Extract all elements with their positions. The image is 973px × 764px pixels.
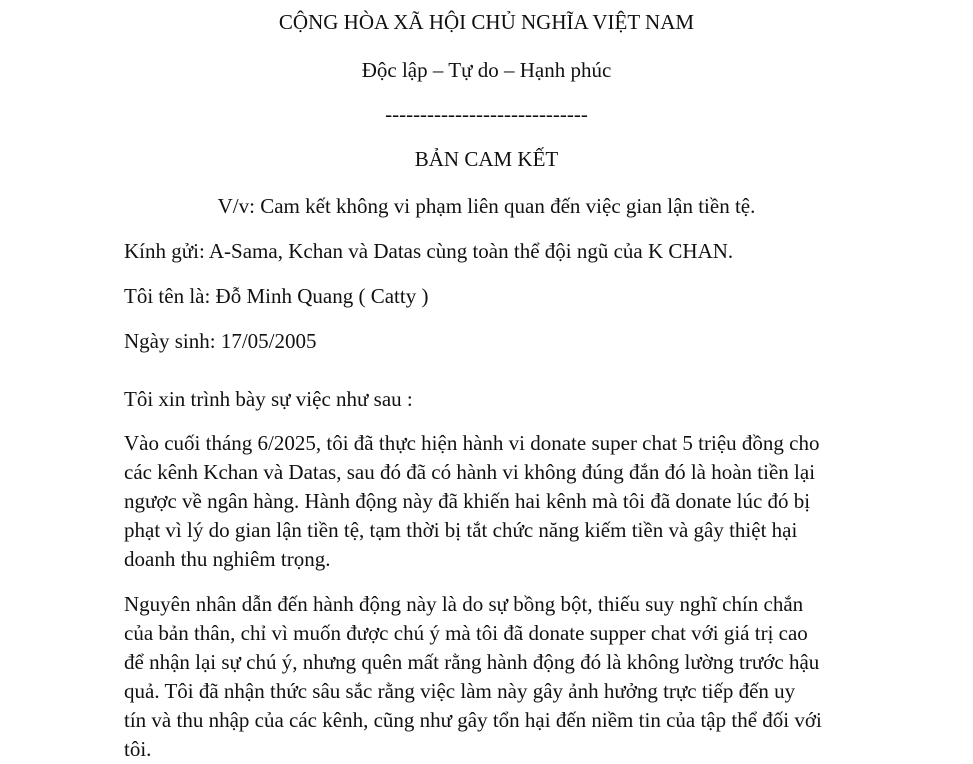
paragraph-incident bbox=[124, 429, 854, 574]
paragraph-line: các kênh Kchan và Datas, sau đó đã có hành vi không đúng đắn đó là hoàn tiền lại bbox=[124, 460, 816, 484]
paragraph-cause bbox=[124, 590, 854, 764]
header-separator: ----------------------------- bbox=[385, 102, 588, 126]
paragraph-line: để nhận lại sự chú ý, nhưng quên mất rằng hành động đó là không lường trước hậu bbox=[124, 650, 820, 674]
document-subject: V/v: Cam kết không vi phạm liên quan đến việc gian lận tiền tệ. bbox=[217, 194, 756, 218]
paragraph-line: tôi. bbox=[124, 737, 152, 761]
birth-date-line: Ngày sinh: 17/05/2005 bbox=[124, 329, 317, 353]
paragraph-line: Nguyên nhân dẫn đến hành động này là do sự bồng bột, thiếu suy nghĩ chín chắn bbox=[124, 592, 804, 616]
paragraph-line: doanh thu nghiêm trọng. bbox=[124, 547, 331, 571]
country-heading: CỘNG HÒA XÃ HỘI CHỦ NGHĨA VIỆT NAM bbox=[278, 10, 695, 34]
paragraph-line: tín và thu nhập của các kênh, cũng như gây tổn hại đến niềm tin của tập thể đối với bbox=[124, 708, 822, 732]
paragraph-line: của bản thân, chỉ vì muốn được chú ý mà tôi đã donate supper chat với giá trị cao bbox=[124, 621, 808, 645]
intro-line: Tôi xin trình bày sự việc như sau : bbox=[124, 387, 413, 411]
paragraph-line: quả. Tôi đã nhận thức sâu sắc rằng việc làm này gây ảnh hưởng trực tiếp đến uy bbox=[124, 679, 796, 703]
paragraph-line: ngược về ngân hàng. Hành động này đã khiến hai kênh mà tôi đã donate lúc đó bị bbox=[124, 489, 811, 513]
paragraph-line: Vào cuối tháng 6/2025, tôi đã thực hiện hành vi donate super chat 5 triệu đồng cho bbox=[124, 431, 820, 455]
recipient-line: Kính gửi: A-Sama, Kchan và Datas cùng toàn thể đội ngũ của K CHAN. bbox=[124, 239, 734, 263]
document-title: BẢN CAM KẾT bbox=[414, 147, 559, 171]
national-motto: Độc lập – Tự do – Hạnh phúc bbox=[361, 58, 612, 82]
paragraph-line: phạt vì lý do gian lận tiền tệ, tạm thời bị tắt chức năng kiếm tiền và gây thiệt hại bbox=[124, 518, 798, 542]
name-line: Tôi tên là: Đỗ Minh Quang ( Catty ) bbox=[124, 284, 429, 308]
